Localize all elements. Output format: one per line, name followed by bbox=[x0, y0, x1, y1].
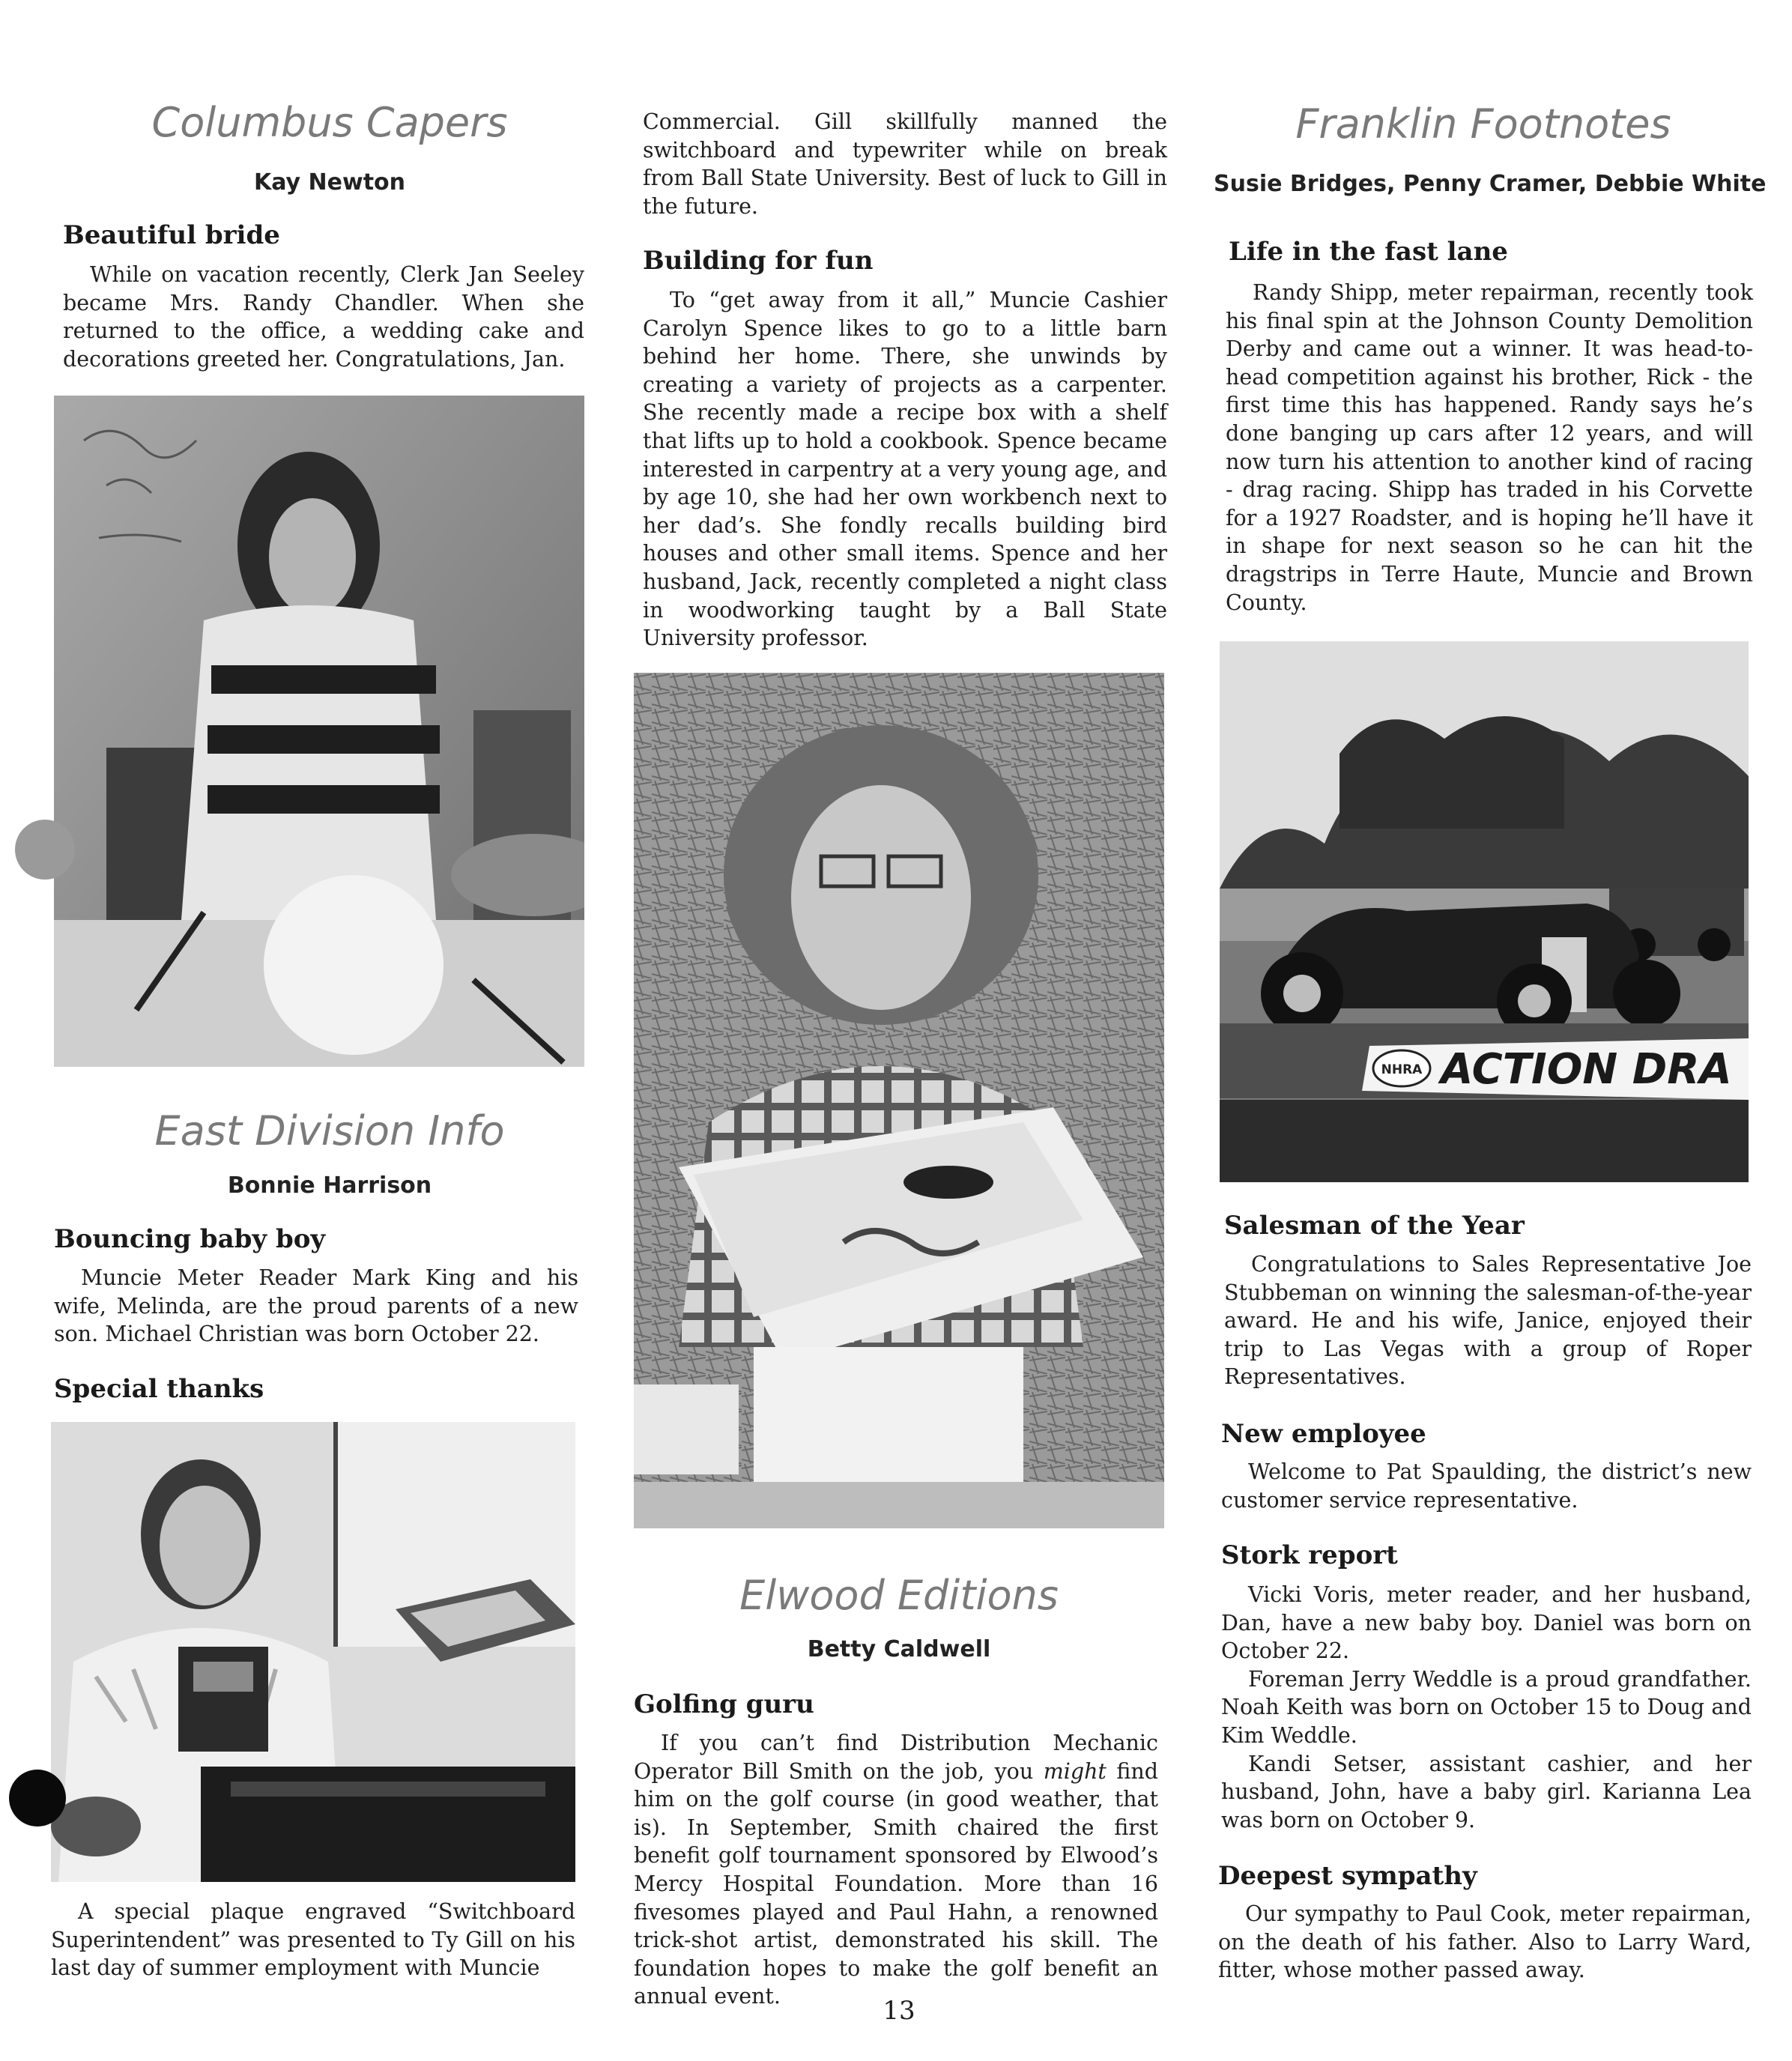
headline-salesman-of-the-year: Salesman of the Year bbox=[1224, 1211, 1525, 1241]
section-title-elwood: Elwood Editions bbox=[739, 1572, 1059, 1619]
headline-stork-report: Stork report bbox=[1221, 1540, 1398, 1570]
page-number: 13 bbox=[883, 1996, 915, 2026]
headline-building-for-fun: Building for fun bbox=[643, 246, 874, 276]
article-deepest-sympathy: Our sympathy to Paul Cook, meter repairman, on the death of his father. Also to Larry Ward, fitter, whose mother passed away. bbox=[1218, 1901, 1752, 1983]
byline-elwood: Betty Caldwell bbox=[807, 1636, 991, 1662]
byline-east-division: Bonnie Harrison bbox=[227, 1172, 432, 1199]
section-title-east-division: East Division Info bbox=[154, 1107, 505, 1154]
article-stork-report: Vicki Voris, meter reader, and her husband, Dan, have a new baby boy. Daniel was born on October 22. Foreman Jerry Weddle is a proud grandfather. Noah Keith was born on October 15 to Doug and Kim Weddle. Kandi Setser, assistant cashier, and her husband, John, have a baby girl. Karianna Lea was born on October 9. bbox=[1221, 1582, 1752, 1832]
article-fast-lane: Randy Shipp, meter repairman, recently took his final spin at the Johnson County Demolition Derby and came out a winner. It was head-to-head competition against his brother, Rick - the first time this has happened. Randy says he’s done banging up cars after 12 years, and will now turn his attention to another kind of racing - drag racing. Shipp has traded in his Corvette for a 1927 Roadster, and is hoping he’ll have it in shape for next season so he can hit the dragstrips in Terre Haute, Muncie and Brown County. bbox=[1226, 280, 1753, 615]
article-bouncing-baby-boy: Muncie Meter Reader Mark King and his wife, Melinda, are the proud parents of a new son. Michael Christian was born October 22. bbox=[54, 1265, 578, 1347]
photo-carolyn-spence-recipe-box bbox=[634, 673, 1164, 1528]
binder-hole-punch bbox=[9, 1770, 66, 1827]
photo-drag-racing-roadster bbox=[1220, 641, 1749, 1182]
article-golfing-guru: If you can’t find Distribution Mechanic Operator Bill Smith on the job, you might find him on the golf course (in good weather, that is). In September, Smith chaired the first benefit golf tournament sponsored by Elwood’s Mercy Hospital Foundation. More than 16 fivesomes played and Paul Hahn, a renowned trick-shot artist, demonstrated his skill. The foundation hopes to make the golf benefit an annual event. bbox=[634, 1731, 1158, 2009]
headline-special-thanks: Special thanks bbox=[54, 1374, 264, 1404]
photo-ty-gill-with-plaque bbox=[51, 1422, 575, 1882]
article-salesman-of-the-year: Congratulations to Sales Representative Joe Stubbeman on winning the salesman-of-the-year award. He and his wife, Janice, enjoyed their trip to Las Vegas with a group of Roper Representatives. bbox=[1224, 1252, 1752, 1390]
article-special-thanks: A special plaque engraved “Switchboard Superintendent” was presented to Ty Gill on his last day of summer employment with Muncie bbox=[51, 1899, 575, 1981]
headline-beautiful-bride: Beautiful bride bbox=[63, 220, 280, 250]
headline-golfing-guru: Golfing guru bbox=[634, 1689, 814, 1719]
photo-bride-with-cake bbox=[54, 396, 584, 1067]
action-drag-banner-text: ACTION DRA bbox=[1441, 1045, 1732, 1094]
headline-fast-lane: Life in the fast lane bbox=[1229, 237, 1508, 267]
binder-hole-punch bbox=[15, 820, 75, 880]
article-beautiful-bride: While on vacation recently, Clerk Jan Seeley became Mrs. Randy Chandler. When she returned to the office, a wedding cake and decorations greeted her. Congratulations, Jan. bbox=[63, 262, 584, 372]
headline-bouncing-baby-boy: Bouncing baby boy bbox=[54, 1224, 326, 1254]
byline-columbus: Kay Newton bbox=[253, 169, 406, 196]
section-title-franklin: Franklin Footnotes bbox=[1295, 100, 1671, 148]
article-special-thanks-continued: Commercial. Gill skillfully manned the switchboard and typewriter while on break from Ball State University. Best of luck to Gill in the future. bbox=[643, 109, 1167, 219]
article-building-for-fun: To “get away from it all,” Muncie Cashier Carolyn Spence likes to go to a little barn behind her home. There, she unwinds by creating a variety of projects as a carpenter. She recently made a recipe box with a shelf that lifts up to hold a cookbook. Spence became interested in carpentry at a very young age, and by age 10, she had her own workbench next to her dad’s. She fondly recalls building bird houses and other small items. Spence and her husband, Jack, recently completed a night class in woodworking taught by a Ball State University professor. bbox=[643, 288, 1167, 651]
section-title-columbus: Columbus Capers bbox=[151, 99, 508, 146]
article-new-employee: Welcome to Pat Spaulding, the district’s new customer service representative. bbox=[1221, 1459, 1752, 1513]
nhra-logo-text: NHRA bbox=[1381, 1062, 1423, 1077]
headline-deepest-sympathy: Deepest sympathy bbox=[1218, 1861, 1477, 1891]
byline-franklin: Susie Bridges, Penny Cramer, Debbie White bbox=[1214, 171, 1767, 197]
headline-new-employee: New employee bbox=[1221, 1419, 1426, 1449]
